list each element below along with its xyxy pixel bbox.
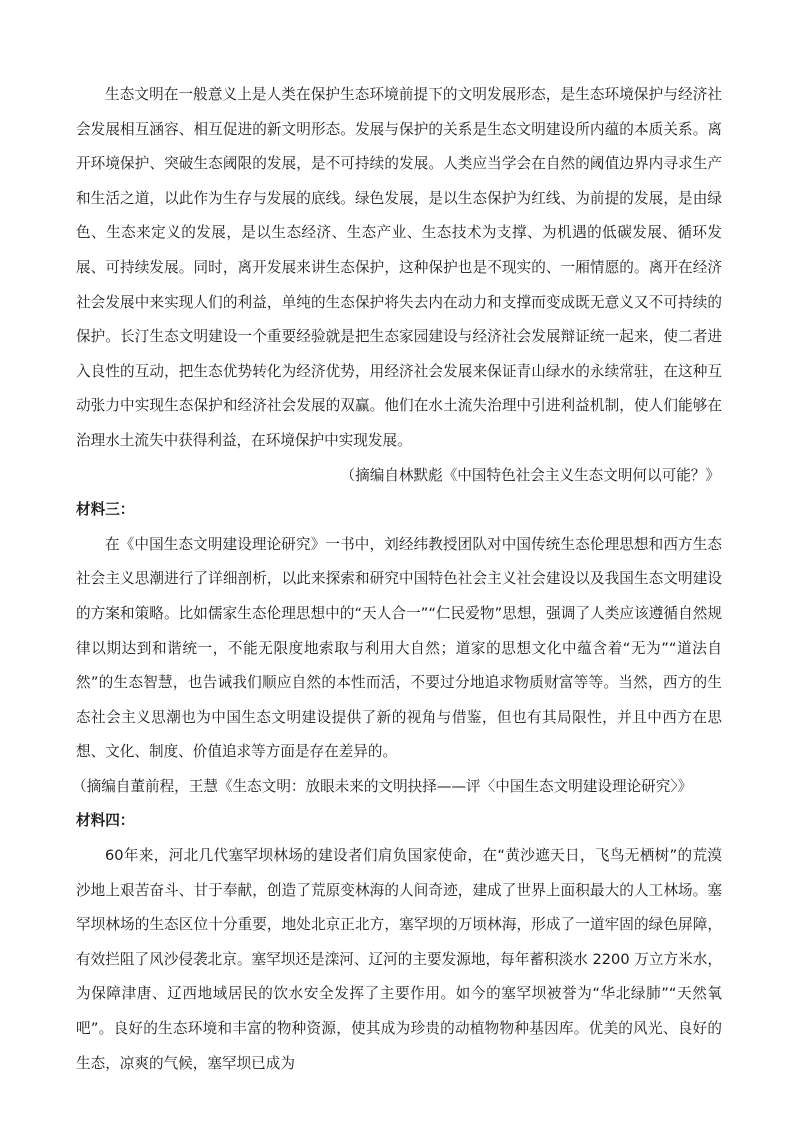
material-three-source: （摘编自董前程，王慧《生态文明：放眼未来的文明抉择——评〈中国生态文明建设理论研究〉》 — [72, 777, 693, 795]
material-two-paragraph: 生态文明在一般意义上是人类在保护生态环境前提下的文明发展形态，是生态环境保护与经济社会发展相互涵容、相互促进的新文明形态。发展与保护的关系是生态文明建设所内蕴的本质关系。离开环境保护、突破生态阈限的发展，是不可持续的发展。人类应当学会在自然的阈值边界内寻求生产和生活之道，以此作为生存与发展的底线。绿色发展，是以生态保护为红线、为前提的发展，是由绿色、生态来定义的发展，是以生态经济、生态产业、生态技术为支撑、为机遇的低碳发展、循环发展、可持续发展。同时，离开发展来讲生态保护，这种保护也是不现实的、一厢情愿的。离开在经济社会发展中来实现人们的利益，单纯的生态保护将失去内在动力和支撑而变成既无意义又不可持续的保护。长汀生态文明建设一个重要经验就是把生态家园建设与经济社会发展辩证统一起来，使二者进入良性的互动，把生态优势转化为经济优势，用经济社会发展来保证青山绿水的永续常驻，在这种互动张力中实现生态保护和经济社会发展的双赢。他们在水土流失治理中引进利益机制，使人们能够在治理水土流失中获得利益，在环境保护中实现发展。 — [76, 86, 722, 449]
material-three-heading: 材料三： — [76, 501, 135, 519]
document-page — [72, 78, 722, 1081]
material-three-paragraph: 在《中国生态文明建设理论研究》一书中，刘经纬教授团队对中国传统生态伦理思想和西方生态社会主义思潮进行了详细剖析，以此来探索和研究中国特色社会主义社会建设以及我国生态文明建设的方案和策略。比如儒家生态伦理思想中的“天人合一”“仁民爱物”思想，强调了人类应该遵循自然规律以期达到和谐统一，不能无限度地索取与利用大自然；道家的思想文化中蕴含着“无为”“道法自然”的生态智慧，也告诫我们顺应自然的本性而活，不要过分地追求物质财富等等。当然，西方的生态社会主义思潮也为中国生态文明建设提供了新的视角与借鉴，但也有其局限性，并且中西方在思想、文化、制度、价值追求等方面是存在差异的。 — [76, 535, 722, 761]
material-four-paragraph: 60年来，河北几代塞罕坝林场的建设者们肩负国家使命，在“黄沙遮天日，飞鸟无栖树”的荒漠沙地上艰苦奋斗、甘于奉献，创造了荒原变林海的人间奇迹，建成了世界上面积最大的人工林场。塞罕坝林场的生态区位十分重要，地处北京正北方，塞罕坝的万顷林海，形成了一道牢固的绿色屏障，有效拦阻了风沙侵袭北京。塞罕坝还是滦河、辽河的主要发源地，每年蓄积淡水 2200 万立方米水，为保障津唐、辽西地域居民的饮水安全发挥了主要作用。如今的塞罕坝被誉为“华北绿肺”“天然氧吧”。良好的生态环境和丰富的物种资源，使其成为珍贵的动植物物种基因库。优美的风光、良好的生态，凉爽的气候，塞罕坝已成为 — [76, 847, 722, 1072]
material-two-source: （摘编自林默彪《中国特色社会主义生态文明何以可能？》 — [340, 466, 720, 484]
material-four-heading: 材料四： — [76, 812, 135, 830]
